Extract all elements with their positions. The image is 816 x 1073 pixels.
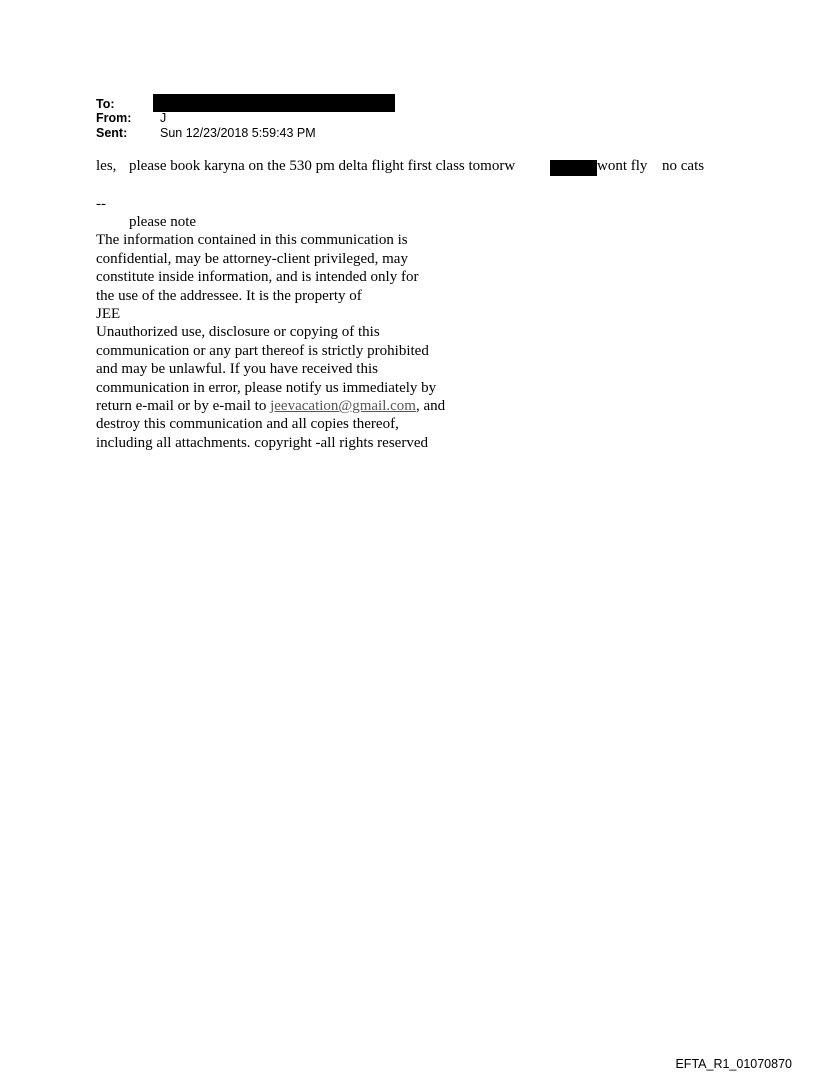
from-value: J [160, 111, 167, 125]
to-redaction-block [153, 94, 395, 112]
from-label: From: [96, 111, 132, 125]
disclaimer-line: communication in error, please notify us immediately by [96, 379, 437, 396]
disclaimer-line: constitute inside information, and is intended only for [96, 269, 419, 286]
email-link[interactable]: jeevacation@gmail.com [270, 398, 416, 415]
disclaimer-line: including all attachments. copyright -all rights reserved [96, 434, 428, 451]
email-prefix: return e-mail or by e-mail to [96, 398, 271, 415]
message-text-end: no cats [662, 158, 705, 174]
disclaimer-note: please note [129, 214, 197, 230]
message-redaction-block [550, 160, 597, 176]
message-text: please book karyna on the 530 pm delta flight first class tomorw [129, 158, 516, 174]
sent-value: Sun 12/23/2018 5:59:43 PM [160, 126, 316, 140]
message-text-after-redaction: wont fly [597, 158, 648, 174]
signature-separator: -- [96, 196, 106, 212]
disclaimer-line: and may be unlawful. If you have received this [96, 361, 378, 378]
disclaimer-line: Unauthorized use, disclosure or copying of this [96, 324, 380, 341]
disclaimer-email-line [96, 397, 445, 415]
email-suffix: , and [415, 398, 446, 415]
disclaimer-line: the use of the addressee. It is the property of [96, 287, 362, 304]
disclaimer-line: JEE [96, 306, 121, 323]
disclaimer-line: The information contained in this communication is [96, 232, 408, 249]
disclaimer-line: confidential, may be attorney-client privileged, may [96, 250, 408, 267]
from-row [96, 111, 166, 125]
to-label: To: [96, 97, 115, 111]
disclaimer-block [96, 213, 445, 452]
disclaimer-line: destroy this communication and all copies thereof, [96, 416, 399, 433]
sent-row [96, 126, 316, 140]
message-greeting: les, [96, 158, 117, 174]
document-id: EFTA_R1_01070870 [675, 1057, 792, 1071]
disclaimer-line: communication or any part thereof is strictly prohibited [96, 342, 429, 359]
sent-label: Sent: [96, 126, 128, 140]
to-row [96, 97, 160, 111]
